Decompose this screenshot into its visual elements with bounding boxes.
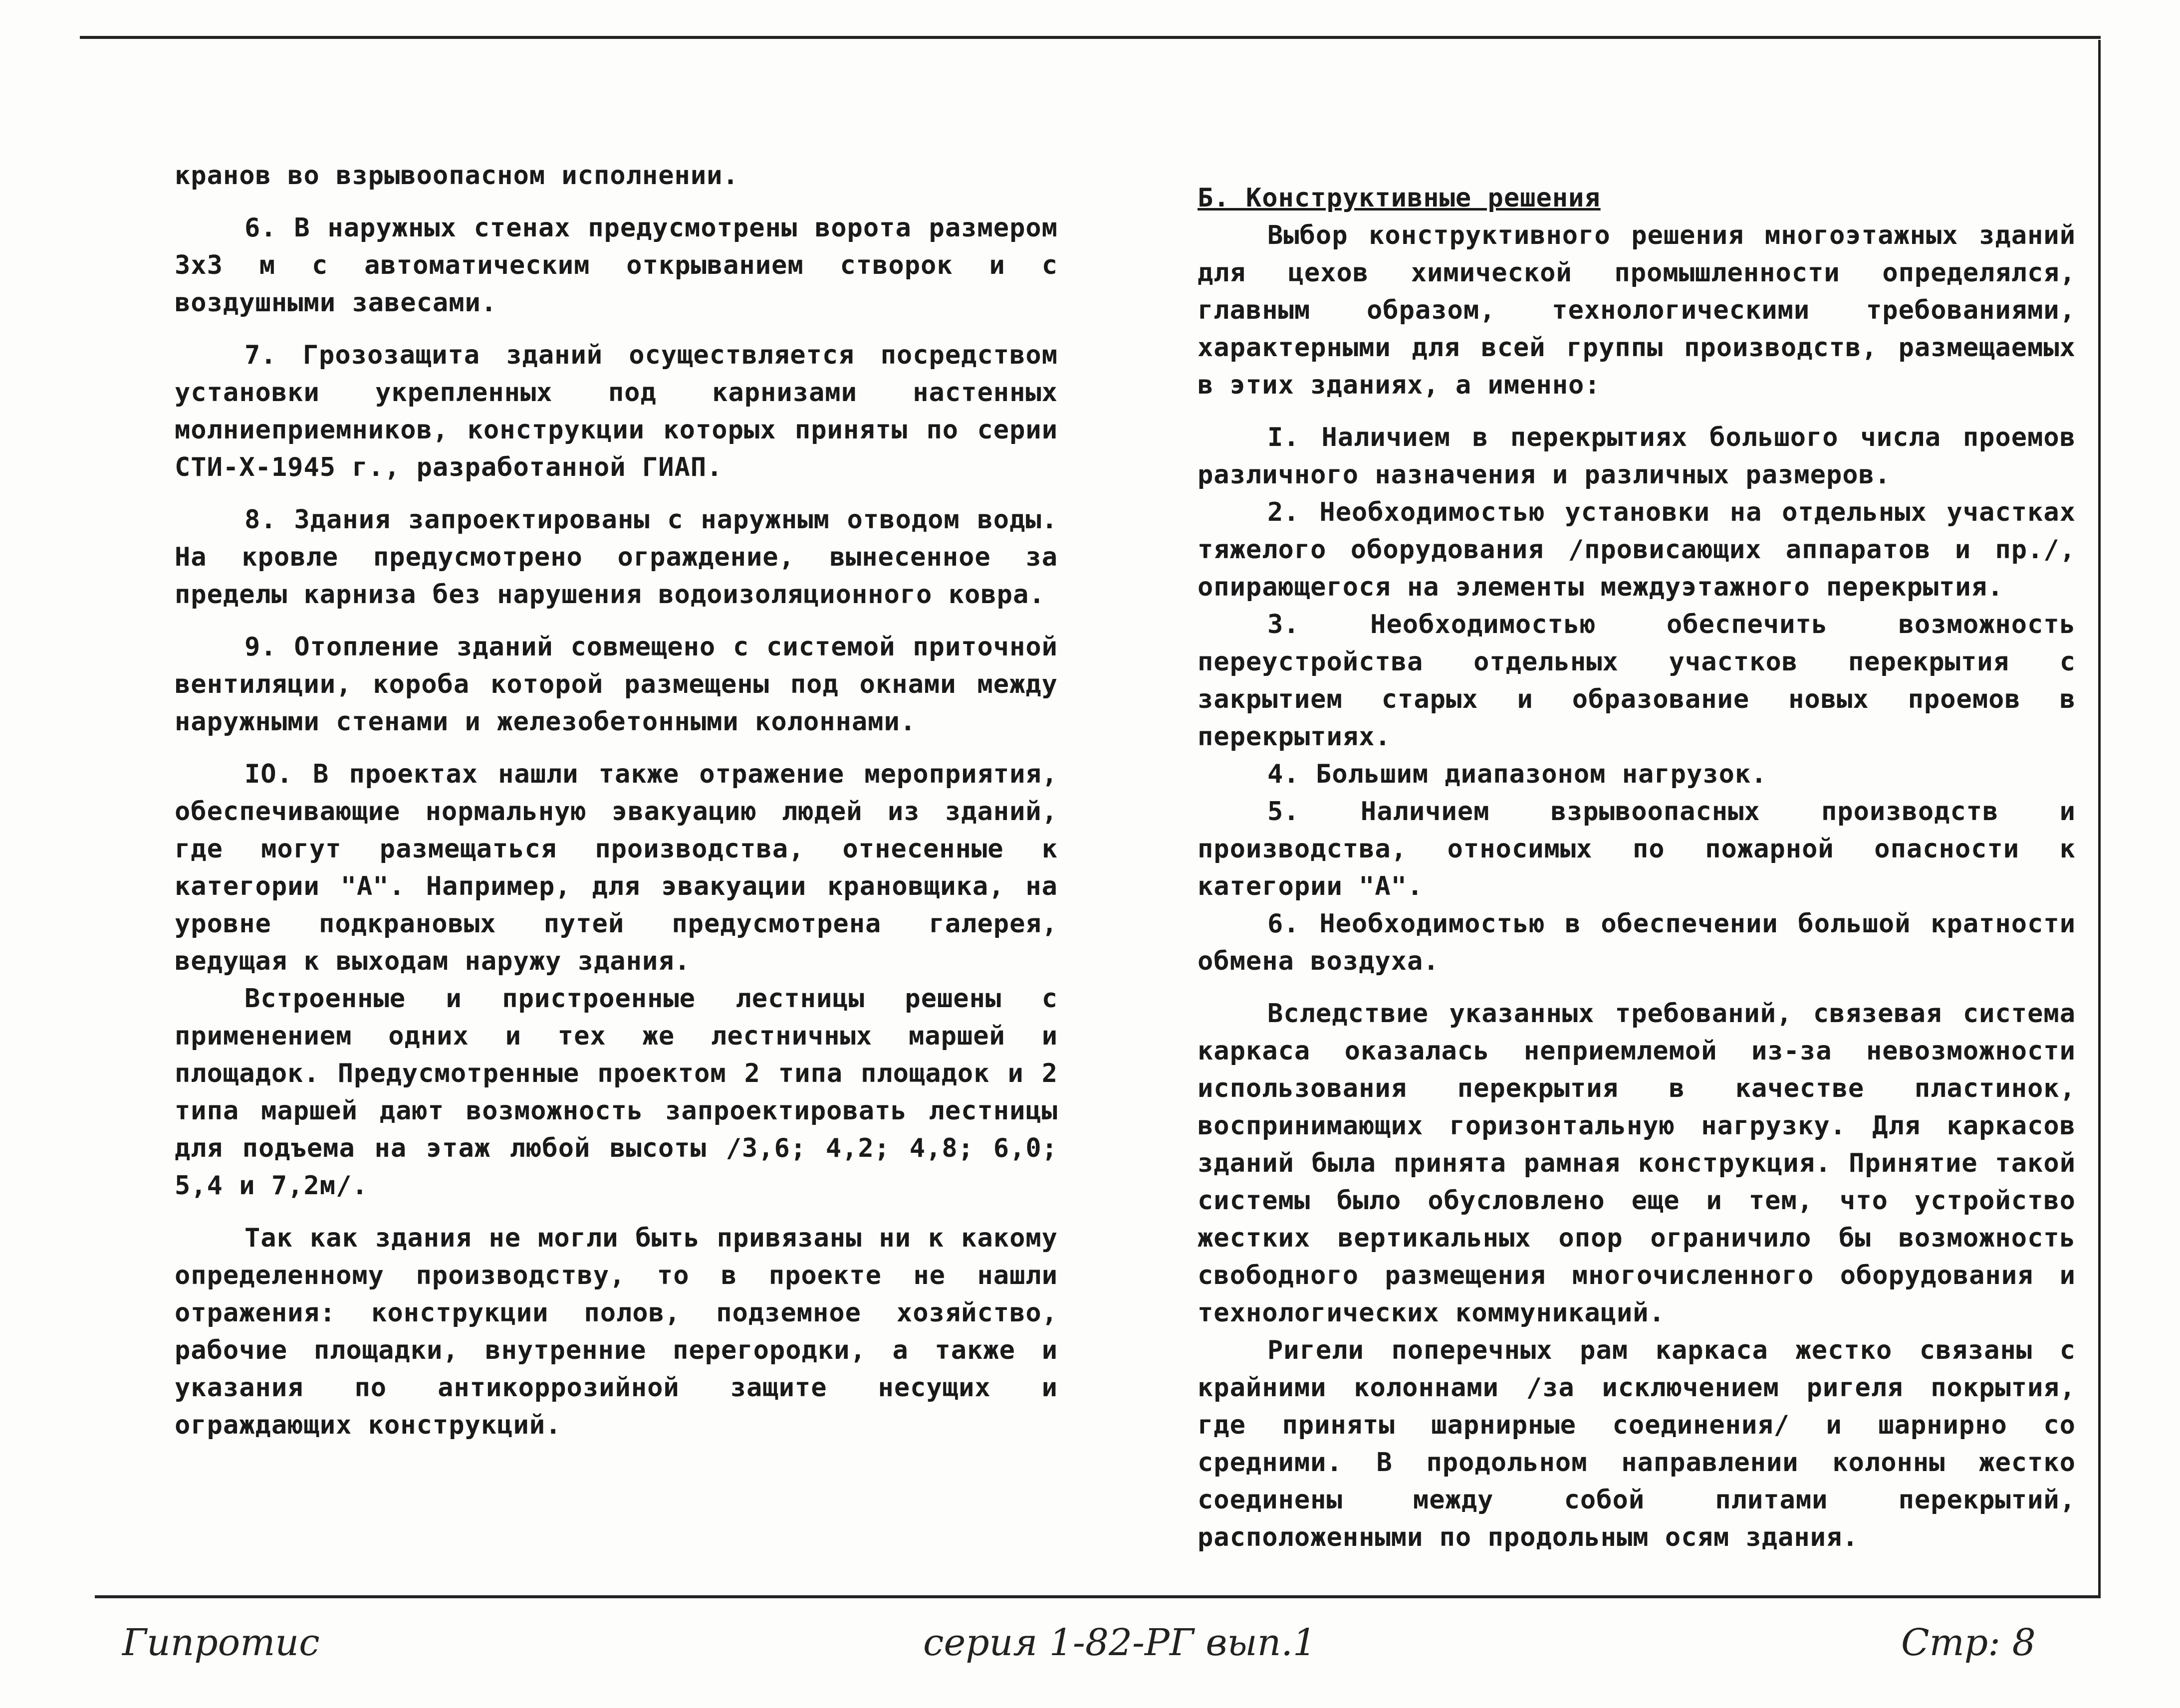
right-column (1198, 180, 2076, 1556)
right-border-line (2098, 40, 2101, 1596)
bottom-border-line (95, 1595, 2101, 1598)
paragraph: Так как здания не могли быть привязаны ни к какому определенному производству, то в проекте не нашли отражения: конструкции полов, подземное хозяйство, рабочие площадки, внутренние перегородки, а также и указания по антикоррозийной защите несущих и ограждающих конструкций. (175, 1223, 1058, 1440)
paragraph: 9. Отопление зданий совмещено с системой приточной вентиляции, короба которой размещены под окнами между наружными стенами и железобетонными колоннами. (175, 632, 1058, 737)
footer-page-number: Стр: 8 (1901, 1621, 2036, 1664)
paragraph: Вследствие указанных требований, связевая система каркаса оказалась неприемлемой из-за невозможности использования перекрытия в качестве пластинок, воспринимающих горизонтальную нагрузку. Для каркасов зданий была принята рамная конструкция. Принятие такой системы было обусловлено еще и тем, что устройство жестких вертикальных опор ограничило бы возможность свободного размещения многочисленного оборудования и технологических коммуникаций. (1198, 999, 2076, 1328)
paragraph: 8. Здания запроектированы с наружным отводом воды. На кровле предусмотрено ограждение, вынесенное за пределы карниза без нарушения водоизоляционного ковра. (175, 505, 1058, 610)
list-item: 2. Необходимостью установки на отдельных участках тяжелого оборудования /провисающих аппаратов и пр./, опирающегося на элементы междуэтажного перекрытия. (1198, 497, 2076, 602)
paragraph: IO. В проектах нашли также отражение мероприятия, обеспечивающие нормальную эвакуацию людей из зданий, где могут размещаться производства, отнесенные к категории "А". Например, для эвакуации крановщика, на уровне подкрановых путей предусмотрена галерея, ведущая к выходам наружу здания. (175, 759, 1058, 976)
list-item: I. Наличием в перекрытиях большого числа проемов различного назначения и различных размеров. (1198, 423, 2076, 490)
paragraph: кранов во взрывоопасном исполнении. (175, 161, 739, 191)
paragraph: Выбор конструктивного решения многоэтажных зданий для цехов химической промышленности определялся, главным образом, технологическими требованиями, характерными для всей группы производств, размещаемых в этих зданиях, а именно: (1198, 220, 2076, 400)
list-item: 3. Необходимостью обеспечить возможность переустройства отдельных участков перекрытия с закрытием старых и образование новых проемов в перекрытиях. (1198, 610, 2076, 752)
list-item: 4. Большим диапазоном нагрузок. (1267, 759, 1767, 789)
footer-organization: Гипротис (122, 1621, 320, 1664)
paragraph: 6. В наружных стенах предусмотрены ворота размером 3х3 м с автоматическим открыванием створок и с воздушными завесами. (175, 213, 1058, 318)
left-column (175, 157, 1058, 1444)
list-item: 5. Наличием взрывоопасных производств и производства, относимых по пожарной опасности к категории "А". (1198, 797, 2076, 901)
section-title: Б. Конструктивные решения (1198, 183, 1601, 213)
paragraph: Ригели поперечных рам каркаса жестко связаны с крайними колоннами /за исключением ригеля покрытия, где приняты шарнирные соединения/ и шарнирно со средними. В продольном направлении колонны жестко соединены между собой плитами перекрытий, расположенными по продольным осям здания. (1198, 1335, 2076, 1552)
footer-series: серия 1-82-РГ вып.1 (923, 1621, 1316, 1664)
paragraph: Встроенные и пристроенные лестницы решены с применением одних и тех же лестничных маршей и площадок. Предусмотренные проектом 2 типа площадок и 2 типа маршей дают возможность запроектировать лестницы для подъема на этаж любой высоты /3,6; 4,2; 4,8; 6,0; 5,4 и 7,2м/. (175, 984, 1058, 1201)
top-border-line (80, 36, 2101, 39)
paragraph: 7. Грозозащита зданий осуществляется посредством установки укрепленных под карнизами настенных молниеприемников, конструкции которых приняты по серии СТИ-Х-1945 г., разработанной ГИАП. (175, 340, 1058, 482)
list-item: 6. Необходимостью в обеспечении большой кратности обмена воздуха. (1198, 909, 2076, 976)
